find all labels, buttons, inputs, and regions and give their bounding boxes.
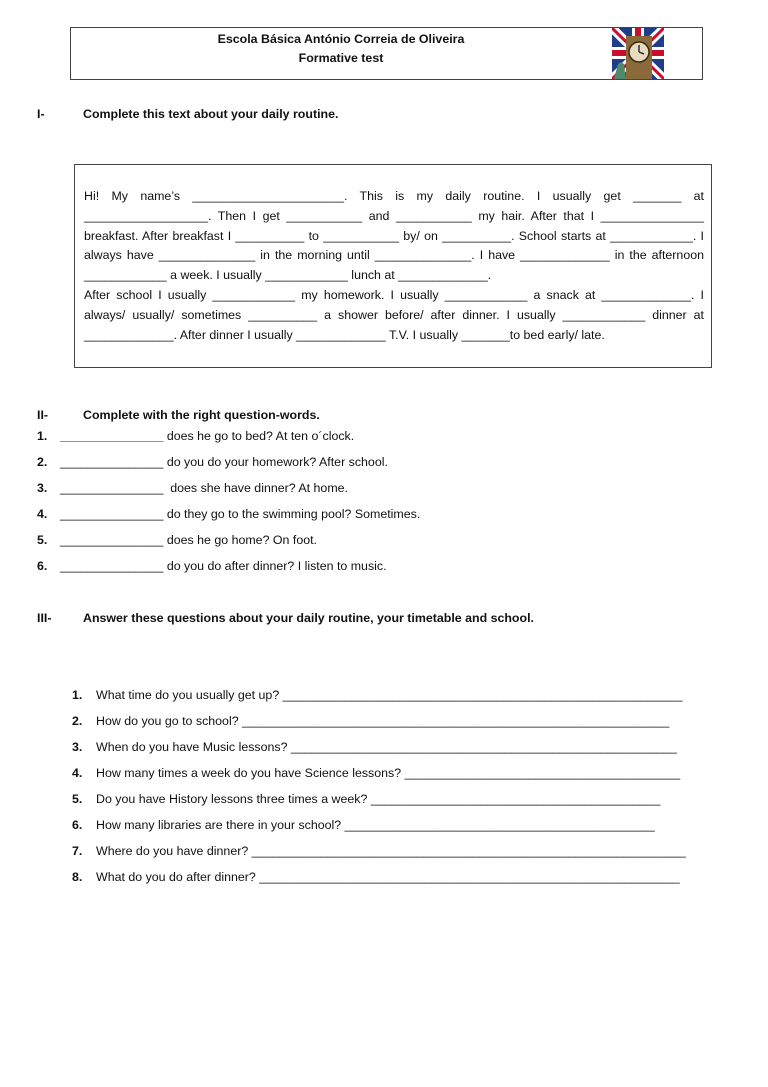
blank-line: _______________ bbox=[60, 533, 164, 547]
section-2-title: Complete with the right question-words. bbox=[83, 408, 320, 422]
question-word-item bbox=[37, 533, 317, 547]
blank-line: _______________ bbox=[60, 559, 164, 573]
question-word-item bbox=[37, 559, 387, 573]
answer-question-item bbox=[72, 688, 682, 702]
question-word-item bbox=[37, 455, 388, 469]
section-1-number: I- bbox=[37, 107, 45, 121]
item-text: does she have dinner? At home. bbox=[163, 481, 348, 495]
section-3-number: III- bbox=[37, 611, 52, 625]
header-box bbox=[70, 27, 703, 80]
routine-paragraph-2: After school I usually ____________ my homework. I usually ____________ a snack at _____________. I always/ usually/ sometimes __________ a shower before/ after dinner. I usually ____________ dinner at _____________. After dinner I usually _____________ T.V. I usually _______to bed early/ late. bbox=[84, 287, 704, 342]
item-text: do you do your homework? After school. bbox=[163, 455, 388, 469]
section-2-number: II- bbox=[37, 408, 49, 422]
item-number: 2. bbox=[37, 455, 48, 469]
item-text: How many times a week do you have Science lessons? ________________________________________ bbox=[96, 766, 681, 780]
test-title: Formative test bbox=[298, 51, 384, 65]
section-1-title: Complete this text about your daily routine. bbox=[83, 107, 339, 121]
item-number: 4. bbox=[72, 766, 83, 780]
item-text: does he go home? On foot. bbox=[163, 533, 317, 547]
answer-question-item bbox=[72, 844, 686, 858]
item-number: 5. bbox=[37, 533, 48, 547]
item-number: 1. bbox=[37, 429, 48, 443]
school-name: Escola Básica António Correia de Oliveira bbox=[217, 32, 465, 46]
answer-question-item bbox=[72, 740, 677, 754]
item-number: 8. bbox=[72, 870, 83, 884]
british-flag-image bbox=[612, 28, 664, 79]
blank-line: _______________ bbox=[60, 481, 164, 495]
item-text: does he go to bed? At ten o´clock. bbox=[163, 429, 355, 443]
blank-line: _______________ bbox=[60, 455, 164, 469]
question-word-item bbox=[37, 481, 348, 495]
item-text: How do you go to school? ______________________________________________________________ bbox=[96, 714, 670, 728]
item-number: 6. bbox=[72, 818, 83, 832]
answer-question-item bbox=[72, 870, 680, 884]
section-3-title: Answer these questions about your daily routine, your timetable and school. bbox=[83, 611, 534, 625]
item-number: 1. bbox=[72, 688, 83, 702]
blank-line: _______________ bbox=[60, 507, 164, 521]
answer-question-item bbox=[72, 714, 669, 728]
item-number: 5. bbox=[72, 792, 83, 806]
item-text: What time do you usually get up? __________________________________________________________ bbox=[96, 688, 683, 702]
answer-question-item bbox=[72, 818, 655, 832]
routine-paragraph bbox=[84, 187, 704, 345]
item-text: How many libraries are there in your school? _____________________________________________ bbox=[96, 818, 655, 832]
question-word-item bbox=[37, 507, 420, 521]
routine-text-box bbox=[74, 164, 712, 368]
item-text: What do you do after dinner? _____________________________________________________________ bbox=[96, 870, 680, 884]
item-number: 6. bbox=[37, 559, 48, 573]
item-text: Do you have History lessons three times a week? __________________________________________ bbox=[96, 792, 661, 806]
item-number: 2. bbox=[72, 714, 83, 728]
item-text: Where do you have dinner? _______________________________________________________________ bbox=[96, 844, 686, 858]
blank-line: _______________ bbox=[60, 429, 164, 443]
item-text: do they go to the swimming pool? Sometimes. bbox=[163, 507, 421, 521]
question-word-item bbox=[37, 429, 354, 443]
item-text: When do you have Music lessons? ________________________________________________________ bbox=[96, 740, 677, 754]
item-number: 7. bbox=[72, 844, 83, 858]
item-number: 3. bbox=[37, 481, 48, 495]
answer-question-item bbox=[72, 792, 660, 806]
flag-clock-icon bbox=[612, 28, 664, 79]
item-number: 4. bbox=[37, 507, 48, 521]
answer-question-item bbox=[72, 766, 680, 780]
item-text: do you do after dinner? I listen to music. bbox=[163, 559, 387, 573]
routine-paragraph-1: Hi! My name’s ______________________. This is my daily routine. I usually get _______ at __________________. Then I get ___________ and ___________ my hair. After that I _______________ breakfast. After breakfast I __________ to ___________ by/ on __________. School starts at ____________. I always have ______________ in the morning until ______________. I have _____________ in the afternoon ____________ a week. I usually ____________ lunch at _____________. bbox=[84, 189, 704, 283]
item-number: 3. bbox=[72, 740, 83, 754]
